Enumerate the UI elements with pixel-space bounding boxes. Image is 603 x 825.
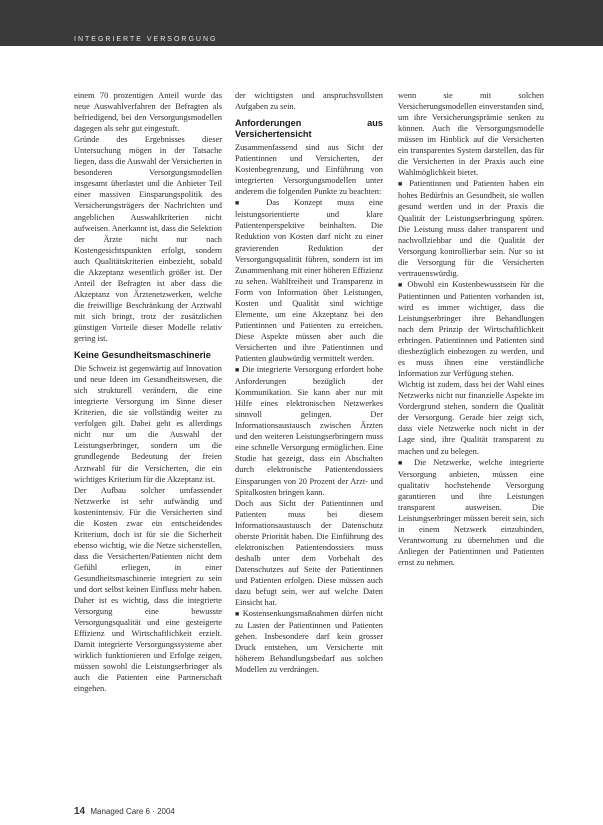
section-heading: Anforderungen aus Versichertensicht bbox=[235, 118, 383, 140]
bullet-text: Kostensenkungsmaßnahmen dürfen nicht zu Lasten der Patientinnen und Patienten gehen. Insbesondere darf kein grosser Druck entstehen, um Versicherte mit höherem Behandlungsbedarf aus solchen Modellen zu verdrängen. bbox=[235, 609, 384, 675]
paragraph: Gründe des Ergebnisses dieser Untersuchung mögen in der Tatsache liegen, dass die Auswahl der Versicherten in besonderen Versorgungsmodellen insgesamt überlastet und die Anbieter Teil einer massiven Einsparungspolitik des Versicherungsträgers der Nachrichten und angeblichen Auswahlkriterien nicht aufweisen. Anerkannt ist, dass die Selektion der Ärzte nicht nur nach Kostengesichtspunkten erfolgt, sondern auch Qualitätskriterien einbezieht, sobald die Akzeptanz wesentlich größer ist. Der Anteil der Befragten ist aber dass die Akzeptanz von Ärztenetzwerken, welche die freiwillige Beschränkung der Arztwahl mit sich bringt, trotz der zusätzlichen günstigen Vorteile dieser Modelle relativ gering ist. bbox=[74, 135, 222, 344]
paragraph: Zusammenfassend sind aus Sicht der Patientinnen und Versicherten, der Kostenbegrenzung, und Einführung von integrierten Versorgungsmodellen unter anderem die folgenden Punkte zu beachten: bbox=[235, 143, 383, 197]
text-column-3 bbox=[398, 90, 544, 568]
section-header: INTEGRIERTE VERSORGUNG bbox=[74, 36, 218, 43]
paragraph: Die Schweiz ist gegenwärtig auf Innovation und neue Ideen im Gesundheitswesen, die sich strukturell verändern, die eine integrierte Versorgung im Sinne dieser Kriterien, die sie vollständig weiter zu verfolgen gilt. Dabei geht es allerdings nicht nur um die Auswahl der Leistungserbringer, sondern um die grundlegende Bedeutung der freien Arztwahl für die Versicherten, die ein wichtiges Kriterium für die Akzeptanz ist. bbox=[74, 364, 222, 484]
bullet-text: Die integrierte Versorgung erfordert hohe Anforderungen bezüglich der Kommunikation. Sie kann aber nur mit Hilfe eines elektronischen Netzwerkes sinnvoll gelingen. Der Informationsaustausch zwischen Ärzten und den weiteren Leistungserbringern muss eine schnelle Versorgung ermöglichen. Eine Studie hat gezeigt, dass ein Abschalten durch elektronische Patientendossiers Einsparungen von 20 Prozent der Arzt- und Spitalkosten bringen kann. bbox=[235, 365, 383, 497]
bullet-text: Die Netzwerke, welche integrierte Versorgung anbieten, müssen eine qualitativ hochstehende Versorgung garantieren und ihre Leistungen transparent ausweisen. Die Leistungserbringer müssen bereit sein, sich in einem Netzwerk einzubinden, Verantwortung zu übernehmen und die Anliegen der Patientinnen und Patienten ernst zu nehmen. bbox=[398, 457, 544, 567]
text-column-2 bbox=[235, 90, 383, 675]
bullet-paragraph bbox=[398, 178, 544, 278]
bullet-paragraph bbox=[235, 364, 383, 498]
text-column-1 bbox=[74, 90, 222, 694]
bullet-text: Patientinnen und Patienten haben ein hohes Bedürfnis an Gesundheit, sie wollen gesund werden und in der Praxis die Qualität der Leistungserbringung spüren. Die Leistung muss daher transparent und nachvollziehbar und die Qualität der Versorgung kontrollierbar sein. Nur so ist die Versorgung für die Versicherten vertrauenswürdig. bbox=[398, 179, 544, 278]
journal-name: Managed Care 6 · 2004 bbox=[90, 807, 175, 816]
bullet-paragraph bbox=[398, 457, 544, 568]
bullet-paragraph bbox=[235, 197, 383, 364]
page-footer bbox=[74, 806, 175, 817]
paragraph: Der Aufbau solcher umfassender Netzwerke ist sehr aufwändig und kostenintensiv. Für die Versicherten sind die Kosten zwar ein entscheidendes Kriterium, doch ist für sie die Sicherheit ebenso wichtig, wie die Netze sicherstellen, dass die Versicherten/Patienten nicht dem Gefühl erliegen, in einer Gesundheitsmaschinerie integriert zu sein und dort selbst keinen Einfluss mehr haben. Daher ist es wichtig, dass die integrierte Versorgung eine bewusste Versorgungsqualität und eine gesteigerte Effizienz und Wirtschaftlichkeit erzielt. Damit integrierte Versorgungssysteme aber wirklich funktionieren und Erfolge zeigen, müssen sowohl die Leistungserbringer als auch die Patienten eine Partnerschaft eingehen. bbox=[74, 485, 222, 694]
section-heading: Keine Gesundheitsmaschinerie bbox=[74, 350, 211, 361]
page-number: 14 bbox=[74, 806, 86, 817]
paragraph: Doch aus Sicht der Patientinnen und Patienten muss bei diesem Informationsaustausch der Datenschutz oberste Priorität haben. Die Einführung des elektronischen Patientendossiers muss deshalb unter dem Vorbehalt des Datenschutzes auf Seite der Patientinnen und Patienten erfolgen. Diese müssen auch dazu befugt sein, wer auf welche Daten Einsicht hat. bbox=[235, 498, 383, 608]
bullet-text: Das Konzept muss eine leistungsorientierte und klare Patientenperspektive beinhalten. Die Reduktion von Kosten darf nicht zu einer gravierenden Reduktion der Versorgungsqualität führen, sondern ist im Zusammenhang mit einer höheren Effizienz zu sehen. Wahlfreiheit und Transparenz in Form von Information über Leistungen, Kosten und Qualität sind wichtige Elemente, um eine Akzeptanz bei den Patientinnen und Patienten zu erreichen. Diese Aspekte müssen aber auch die Versicherten und ihre Patientinnen und Patienten glaubwürdig vermittelt werden. bbox=[235, 198, 383, 363]
bullet-text: Obwohl ein Kostenbewusstsein für die Patientinnen und Patienten vorhanden ist, wird es immer wichtiger, dass die Leistungserbringer ihre Behandlungen nach dem Prinzip der Wirtschaftlichkeit erbringen. Patientinnen und Patienten sind diesbezüglich einbezogen zu werden, und es muss ihnen eine verständliche Information zur Verfügung stehen. bbox=[398, 279, 544, 379]
paragraph: der wichtigsten und anspruchsvollsten Aufgaben zu sein. bbox=[235, 91, 383, 112]
bullet-paragraph bbox=[235, 608, 383, 675]
paragraph: wenn sie mit solchen Versicherungsmodellen einverstanden sind, um ihre Versicherungsprämie senken zu können. Auch die Versorgungsmodelle müssen im Hinblick auf die Versicherten ein transparentes System darstellen, das für die Versicherten in der Praxis auch eine Wahlmöglichkeit bietet. bbox=[398, 91, 544, 178]
paragraph: Wichtig ist zudem, dass bei der Wahl eines Netzwerks nicht nur finanzielle Aspekte im Vordergrund stehen, sondern die Qualität der Versorgung. Gerade hier zeigt sich, dass viele Netzwerke noch nicht in der Lage sind, ihre Qualität transparent zu machen und zu belegen. bbox=[398, 380, 544, 456]
paragraph: einem 70 prozentigen Anteil wurde das neue Auswahlverfahren der Befragten als befriedigend, bei den Versorgungsmodellen dagegen als sehr gut eingestuft. bbox=[74, 91, 222, 134]
bullet-paragraph bbox=[398, 279, 544, 379]
